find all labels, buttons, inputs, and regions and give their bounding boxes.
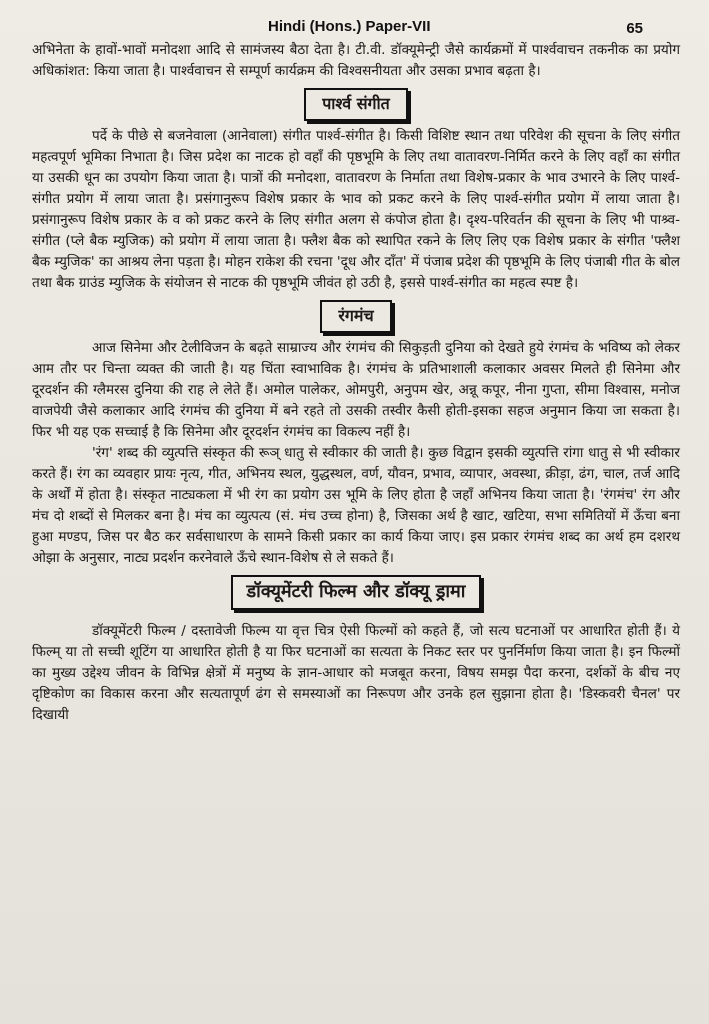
section-heading-theatre: रंगमंच bbox=[320, 300, 391, 333]
section-heading-background-music: पार्श्व संगीत bbox=[304, 88, 408, 121]
documentary-paragraph: डॉक्यूमेंटरी फिल्म / दस्तावेजी फिल्म या वृत्त चित्र ऐसी फिल्मों को कहते हैं, जो सत्य घटनाओं पर आधारित होती हैं। ये फिल्म् या तो सच्ची शूटिंग या आधारित होती है या फिर घटनाओं का सत्यता के निकट स्तर पर पुनर्निर्माण किया जाता है। इन फिल्मों का मुख्य उद्देश्य जीवन के विभिन्न क्षेत्रों में मनुष्य के ज्ञान-आधार को मजबूत करना, विषय समझ पैदा करना, दर्शकों के बीच नए दृष्टिकोण का विकास करना और सत्यतापूर्ण ढंग से समस्याओं का निरूपण और उनके हल सुझाना होता है। 'डिस्कवरी चैनल' पर दिखायी bbox=[32, 623, 680, 723]
section-heading-container bbox=[32, 88, 680, 122]
page-header bbox=[0, 18, 709, 40]
running-head: Hindi (Hons.) Paper-VII bbox=[268, 18, 431, 35]
theatre-paragraph-1: आज सिनेमा और टेलीविजन के बढ़ते साम्राज्य और रंगमंच की सिकुड़ती दुनिया को देखते हुये रंगमंच के भविष्य को लेकर आम तौर पर चिन्ता व्यक्त की जाती है। यह चिंता स्वाभाविक है। रंगमंच के प्रतिभाशाली कलाकार अवसर मिलते ही सिनेमा और दूरदर्शन की ग्लैमरस दुनिया की राह ले लेते हैं। अमोल पालेकर, ओमपुरी, अनुपम खेर, अन्नू कपूर, नीना गुप्ता, सीमा विश्वास, मनोज वाजपेयी जैसे कलाकार आदि रंगमंच की दुनिया में बने रहते तो उसकी तस्वीर कैसी होती-इसका सहज अनुमान किया जा सकता है। फिर भी यह एक सच्चाई है कि सिनेमा और दूरदर्शन रंगमंच का विकल्प नहीं है। bbox=[32, 340, 680, 440]
section-heading-container bbox=[32, 575, 680, 617]
page-number: 65 bbox=[626, 20, 643, 37]
intro-paragraph: अभिनेता के हावों-भावों मनोदशा आदि से सामंजस्य बैठा देता है। टी.वी. डॉक्यूमेन्ट्री जैसे कार्यक्रमों में पार्श्ववाचन तकनीक का प्रयोग अधिकांशत: किया जाता है। पार्श्ववाचन से सम्पूर्ण कार्यक्रम की विश्वसनीयता और उसका प्रभाव बढ़ता है। bbox=[32, 42, 680, 79]
theatre-paragraph-2: 'रंग' शब्द की व्युत्पत्ति संस्कृत की रूञ् धातु से स्वीकार की जाती है। कुछ विद्वान इसकी व्युत्पत्ति रांगा धातु से भी स्वीकार करते हैं। रंग का व्यवहार प्रायः नृत्य, गीत, अभिनय स्थल, युद्धस्थल, वर्ण, यौवन, प्रभाव, व्यापार, अवस्था, क्रीड़ा, ढंग, चाल, तर्ज आदि के अर्थों में होता है। संस्कृत नाट्यकला में भी रंग का प्रयोग उस भूमि के लिए होता है जहाँ अभिनय किया जाता है। 'रंगमंच' रंग और मंच दो शब्दों से मिलकर बना है। मंच का व्युत्पत्य (सं. मंच उच्च होना) है, जिसका अर्थ है खाट, खटिया, सभा समितियों में ऊँचा बना हुआ मण्डप, जिस पर बैठ कर सर्वसाधारण के सामने किसी प्रकार का कार्य किया जाए। इस प्रकार रंगमंच शब्द का अर्थ हम दशरथ ओझा के अनुसार, नाट्य प्रदर्शन करनेवाले ऊँचे स्थान-विशेष से ले सकते हैं। bbox=[32, 445, 680, 566]
page-body bbox=[32, 40, 680, 726]
section-heading-documentary: डॉक्यूमेंटरी फिल्म और डॉक्यू ड्रामा bbox=[231, 575, 482, 610]
section-heading-container bbox=[32, 300, 680, 334]
background-music-paragraph: पर्दे के पीछे से बजनेवाला (आनेवाला) संगीत पार्श्व-संगीत है। किसी विशिष्ट स्थान तथा परिवेश की सूचना के लिए संगीत महत्वपूर्ण भूमिका निभाता है। जिस प्रदेश का नाटक हो वहाँ की पृष्ठभूमि के लिए तथा वातावरण-निर्मित करने के लिए वहाँ का संगीत या उसकी धून का उपयोग किया जाता है। पात्रों की मनोदशा, वातावरण के निर्माता तथा विशेष-प्रकार के भाव उभारने के लिए पार्श्व-संगीत प्रयोग में लाया जाता है। प्रसंगानुरूप विशेष प्रकार के भाव को प्रकट करने के लिए पार्श्व-संगीत प्रयोग में लाया जाता है। प्रसंगानुरूप विशेष प्रकार के व को प्रकट करने के लिए संगीत अलग से कंपोज होता है। दृश्य-परिवर्तन की सूचना के लिए भी पाश्र्व-संगीत (प्ले बैक म्युजिक) को प्रयोग में लाया जाता है। फ्लैश बैक को स्थापित रकने के लिए लिए एक विशेष प्रकार के संगीत 'फ्लैश बैक म्युजिक' का आश्रय लेना पड़ता है। मोहन राकेश की रचना 'दूध और दाँत' में पंजाब प्रदेश की पृष्ठभूमि के लिए पंजाबी गीत के बोल तथा बैक ग्राउंड म्युजिक के संयोजन से नाटक की पृष्ठभूमि जीवंत हो उठी है, इससे पार्श्व-संगीत का महत्व स्पष्ट है। bbox=[32, 128, 680, 291]
